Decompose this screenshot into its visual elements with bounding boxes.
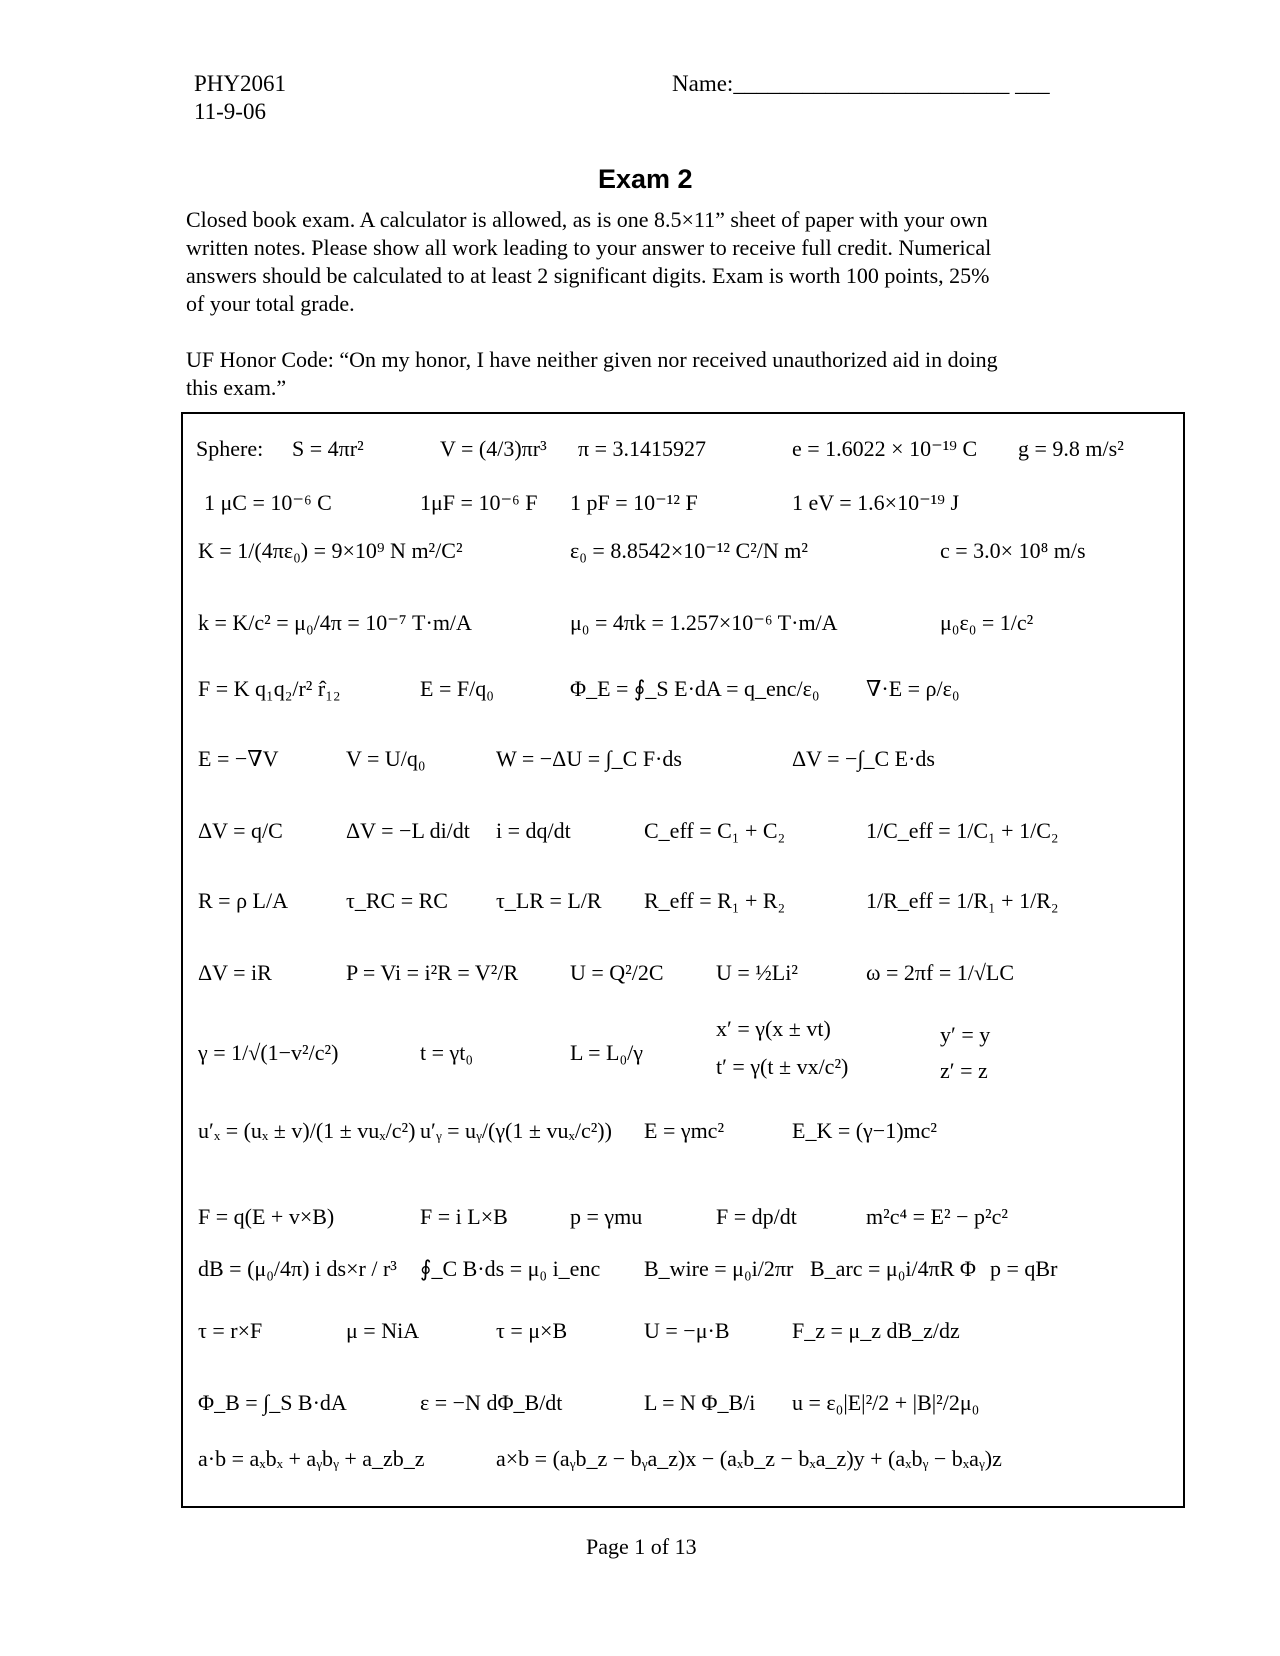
formula-cap-parallel: C_eff = C₁ + C₂ (644, 818, 786, 843)
course-code: PHY2061 (194, 71, 287, 96)
formula-kinetic: E_K = (γ−1)mc² (792, 1118, 937, 1143)
formula-ampere: ∮_C B·ds = μ₀ i_enc (420, 1256, 601, 1281)
formula-mu0: μ₀ = 4πk = 1.257×10⁻⁶ T·m/A (570, 610, 838, 635)
formula-lorentz-y: y′ = y (940, 1022, 991, 1047)
formula-cross-product: a×b = (aᵧb_z − bᵧa_z)x − (aₓb_z − bₓa_z)y + (aₓbᵧ − bₓaᵧ)z (496, 1446, 1002, 1471)
formula-res-parallel: 1/R_eff = 1/R₁ + 1/R₂ (866, 888, 1059, 913)
formula-coulomb-constant: K = 1/(4πε₀) = 9×10⁹ N m²/C² (198, 538, 463, 563)
formula-b-wire: B_wire = μ₀i/2πr (644, 1256, 794, 1281)
formula-mu-eps: μ₀ε₀ = 1/c² (940, 610, 1034, 635)
formula-resistance: R = ρ L/A (198, 888, 288, 913)
formula-electron-charge: e = 1.6022 × 10⁻¹⁹ C (792, 436, 978, 461)
formula-vel-y: u′ᵧ = uᵧ/(γ(1 ± vuₓ/c²)) (420, 1118, 612, 1143)
formula-dot-product: a·b = aₓbₓ + aᵧbᵧ + a_zb_z (198, 1446, 425, 1471)
honor-code-line: UF Honor Code: “On my honor, I have neither given nor received unauthorized aid in doing (186, 347, 998, 372)
formula-cap-series: 1/C_eff = 1/C₁ + 1/C₂ (866, 818, 1059, 843)
formula-ind-energy: U = ½Li² (716, 960, 798, 985)
name-label: Name: (672, 71, 734, 96)
name-line: ________________________ ___ (733, 71, 1050, 96)
formula-cap: ΔV = q/C (198, 818, 283, 843)
instructions-line: answers should be calculated to at least 2 significant digits. Exam is worth 100 points, 25% (186, 263, 990, 288)
honor-code (186, 346, 1116, 402)
formula-rel-energy: E = γmc² (644, 1118, 725, 1143)
instructions (186, 206, 1116, 318)
formula-gauss: Φ_E = ∮_S E·dA = q_enc/ε₀ (570, 676, 820, 701)
formula-flux: Φ_B = ∫_S B·dA (198, 1390, 347, 1415)
formula-lorentz-t: t′ = γ(t ± vx/c²) (716, 1054, 849, 1079)
formula-inductor-v: ΔV = −L di/dt (346, 818, 470, 843)
formula-coulomb-force: F = K q₁q₂/r² r̂₁₂ (198, 676, 341, 701)
formula-speed-of-light: c = 3.0× 10⁸ m/s (940, 538, 1086, 563)
formula-potential-diff: ΔV = −∫_C E·ds (792, 746, 935, 771)
formula-time-dilation: t = γt₀ (420, 1040, 474, 1065)
formula-newton: F = dp/dt (716, 1204, 797, 1229)
page-number: Page 1 of 13 (586, 1534, 697, 1559)
formula-sphere-area: S = 4πr² (292, 436, 364, 461)
formula-tau-rc: τ_RC = RC (346, 888, 448, 913)
formula-dipole-torque: τ = μ×B (496, 1318, 568, 1343)
formula-lorentz-force: F = q(E + v×B) (198, 1204, 335, 1229)
formula-gamma: γ = 1/√(1−v²/c²) (198, 1040, 339, 1065)
formula-wire-force: F = i L×B (420, 1204, 508, 1229)
formula-electronvolt: 1 eV = 1.6×10⁻¹⁹ J (792, 490, 960, 515)
formula-epsilon0: ε₀ = 8.8542×10⁻¹² C²/N m² (570, 538, 809, 563)
formula-cap-energy: U = Q²/2C (570, 960, 664, 985)
formula-energy-momentum: m²c⁴ = E² − p²c² (866, 1204, 1008, 1229)
formula-picofarad: 1 pF = 10⁻¹² F (570, 490, 698, 515)
formula-pi: π = 3.1415927 (578, 436, 707, 461)
formula-dipole-energy: U = −μ·B (644, 1318, 730, 1343)
formula-current: i = dq/dt (496, 818, 571, 843)
instructions-line: of your total grade. (186, 291, 355, 316)
formula-cyclotron: p = qBr (990, 1256, 1058, 1281)
formula-res-series: R_eff = R₁ + R₂ (644, 888, 786, 913)
formula-biot-savart: dB = (μ₀/4π) i ds×r / r³ (198, 1256, 397, 1281)
formula-dipole-force: F_z = μ_z dB_z/dz (792, 1318, 960, 1343)
formula-energy-density: u = ε₀|E|²/2 + |B|²/2μ₀ (792, 1390, 980, 1415)
formula-v-def: V = U/q₀ (346, 746, 426, 771)
formula-dipole: μ = NiA (346, 1318, 420, 1343)
formula-lorentz-x: x′ = γ(x ± vt) (716, 1016, 831, 1041)
formula-k: k = K/c² = μ₀/4π = 10⁻⁷ T·m/A (198, 610, 472, 635)
name-field[interactable] (672, 70, 1050, 98)
formula-microcoulomb: 1 μC = 10⁻⁶ C (204, 490, 332, 515)
formula-lorentz-z: z′ = z (940, 1058, 988, 1083)
honor-code-line: this exam.” (186, 375, 287, 400)
formula-gravity: g = 9.8 m/s² (1018, 436, 1124, 461)
sphere-label: Sphere: (196, 436, 264, 461)
formula-omega: ω = 2πf = 1/√LC (866, 960, 1015, 985)
instructions-line: written notes. Please show all work leading to your answer to receive full credit. Numerical (186, 235, 992, 260)
formula-e-grad: E = −∇V (198, 746, 279, 771)
formula-microfarad: 1μF = 10⁻⁶ F (420, 490, 538, 515)
page-title: Exam 2 (598, 164, 693, 194)
formula-torque: τ = r×F (198, 1318, 263, 1343)
formula-faraday: ε = −N dΦ_B/dt (420, 1390, 563, 1415)
formula-ohm: ΔV = iR (198, 960, 272, 985)
formula-inductance: L = N Φ_B/i (644, 1390, 756, 1415)
formula-b-arc: B_arc = μ₀i/4πR Φ (810, 1256, 976, 1281)
formula-power: P = Vi = i²R = V²/R (346, 960, 519, 985)
instructions-line: Closed book exam. A calculator is allowed, as is one 8.5×11” sheet of paper with your own (186, 207, 988, 232)
exam-date: 11-9-06 (194, 99, 266, 124)
formula-length-contraction: L = L₀/γ (570, 1040, 643, 1065)
formula-vel-x: u′ₓ = (uₓ ± v)/(1 ± vuₓ/c²) (198, 1118, 416, 1143)
formula-field: E = F/q₀ (420, 676, 494, 701)
formula-momentum: p = γmu (570, 1204, 643, 1229)
formula-tau-lr: τ_LR = L/R (496, 888, 602, 913)
formula-div-e: ∇·E = ρ/ε₀ (866, 676, 960, 701)
formula-sphere-volume: V = (4/3)πr³ (440, 436, 547, 461)
formula-work: W = −ΔU = ∫_C F·ds (496, 746, 682, 771)
